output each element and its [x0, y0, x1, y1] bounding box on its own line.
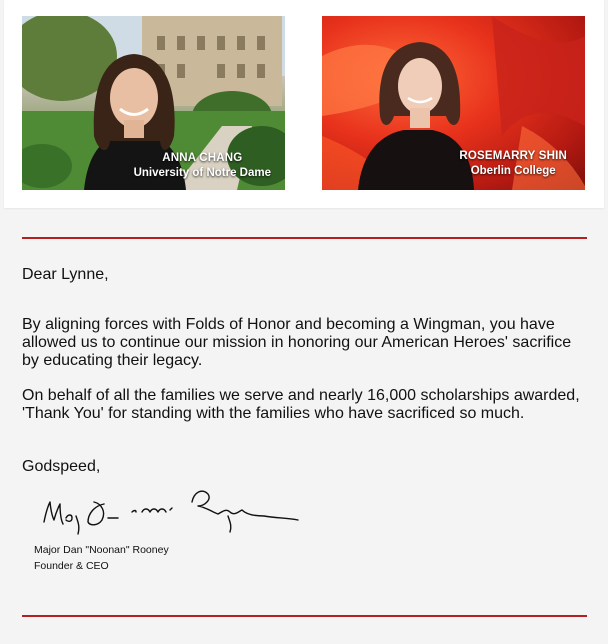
signer-name: Major Dan "Noonan" Rooney [34, 544, 169, 556]
scholar-photo-rosemarry-shin [322, 16, 585, 190]
letter-paragraph-2: On behalf of all the families we serve and nearly 16,000 scholarships awarded, 'Thank You' for standing with the families who have sacrificed so much. [22, 387, 580, 422]
letter-greeting: Dear Lynne, [22, 266, 109, 283]
scholar-school: University of Notre Dame [133, 167, 271, 179]
handwritten-signature [32, 482, 302, 538]
scholar-caption [459, 149, 567, 179]
signer-title: Founder & CEO [34, 560, 109, 572]
scholar-name: ANNA CHANG [162, 152, 243, 164]
scholar-name: ROSEMARRY SHIN [459, 150, 567, 162]
letter-signoff: Godspeed, [22, 458, 101, 475]
scholar-caption [134, 151, 271, 181]
divider-bottom [22, 615, 587, 617]
divider-top [22, 237, 587, 239]
letter-paragraph-1: By aligning forces with Folds of Honor and becoming a Wingman, you have allowed us to continue our mission in honoring our American Heroes' sacrifice by educating their legacy. [22, 316, 572, 369]
scholar-school: Oberlin College [470, 165, 556, 177]
scholar-photo-anna-chang [22, 16, 285, 190]
